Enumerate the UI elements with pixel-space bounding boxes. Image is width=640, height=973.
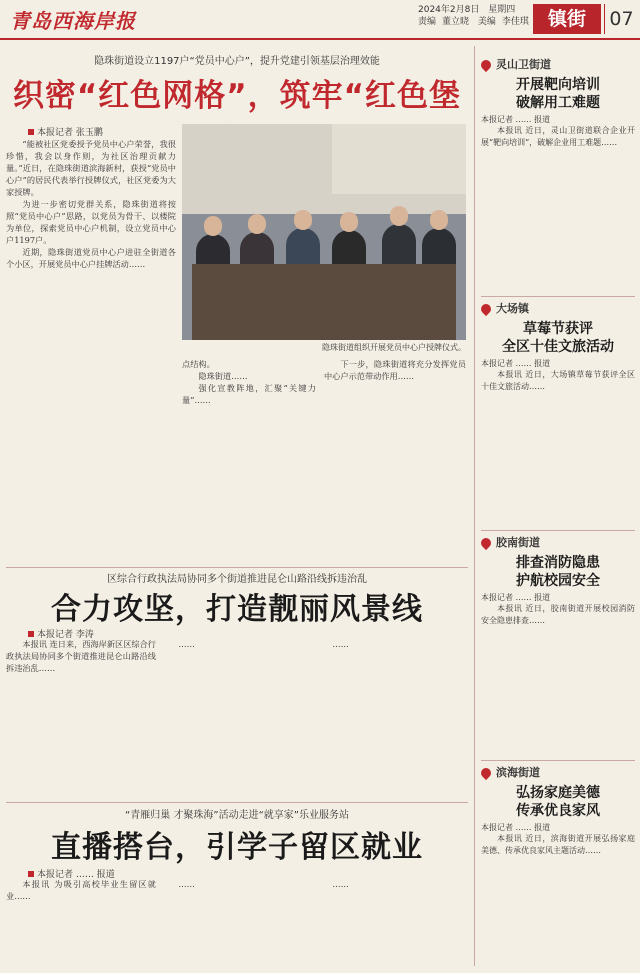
- brief-location-text: 大场镇: [496, 302, 529, 315]
- photo-head: [430, 210, 448, 230]
- article-photo: [182, 124, 466, 340]
- location-pin-icon: [479, 302, 493, 316]
- article-column-1: [6, 638, 156, 794]
- article-column-2: [182, 358, 316, 564]
- brief-body: 本报讯 近日，大场镇草莓节获评全区十佳文旅活动……: [481, 370, 635, 391]
- photo-table: [192, 264, 456, 340]
- paragraph: 近期，隐珠街道党员中心户进驻全街道各个小区，开展党员中心户挂牌活动……: [6, 247, 176, 269]
- article-column-1: [6, 138, 176, 558]
- paragraph: ……: [178, 639, 195, 649]
- article-column-3: [324, 358, 466, 564]
- brief-body: 本报讯 近日，胶南街道开展校园消防安全隐患排查……: [481, 604, 635, 625]
- paragraph: 本报讯 为吸引高校毕业生留区就业……: [6, 879, 156, 901]
- byline-square-icon: [28, 631, 34, 637]
- brief-body: 本报讯 近日，滨海街道开展弘扬家庭美德、传承优良家风主题活动……: [481, 834, 635, 855]
- brief-divider: [481, 760, 635, 761]
- byline-square-icon: [28, 871, 34, 877]
- article-column-3: [316, 878, 466, 964]
- byline-text: 本报记者 李涛: [37, 630, 94, 640]
- paragraph: 强化宣教阵地，汇聚“关键力量”……: [182, 383, 316, 405]
- brief-location-text: 滨海街道: [496, 766, 540, 779]
- paragraph: 点结构。: [182, 359, 215, 369]
- brief-divider: [481, 296, 635, 297]
- newspaper-logo: 青岛西海岸报: [10, 9, 136, 33]
- brief-location: [481, 764, 635, 780]
- article-column-2: [162, 638, 310, 794]
- article-demolition: [6, 570, 468, 796]
- article-column-1: [6, 878, 156, 964]
- masthead: [0, 0, 640, 40]
- page-number: 07: [604, 4, 638, 34]
- article-headline: 织密“红色网格”，筑牢“红色堡: [12, 78, 462, 114]
- paragraph: ……: [332, 879, 349, 889]
- brief-lingshanwei: [481, 56, 635, 292]
- article-kicker: 隐珠街道设立1197户“党员中心户”，提升党建引领基层治理效能: [94, 56, 380, 67]
- article-column-2: [162, 878, 310, 964]
- article-red-grid: [6, 46, 468, 566]
- masthead-info: [418, 4, 535, 28]
- brief-location: [481, 56, 635, 72]
- art-label: 美编: [477, 17, 496, 27]
- article-kicker: 区综合行政执法局协同多个街道推进昆仑山路沿线拆违治乱: [107, 574, 367, 585]
- paragraph: ……: [332, 639, 349, 649]
- brief-byline: 本报记者 …… 报道: [481, 593, 551, 602]
- editor-label: 责编: [418, 17, 437, 27]
- location-pin-icon: [479, 58, 493, 72]
- article-column-3: [316, 638, 466, 794]
- brief-title: 弘扬家庭美德 传承优良家风: [516, 785, 600, 819]
- brief-location: [481, 534, 635, 550]
- issue-weekday: 星期四: [488, 5, 516, 15]
- location-pin-icon: [479, 536, 493, 550]
- article-headline: 合力攻坚，打造靓丽风景线: [51, 592, 423, 627]
- brief-location-text: 胶南街道: [496, 536, 540, 549]
- photo-head: [248, 214, 266, 234]
- paragraph: 隐珠街道……: [198, 371, 248, 381]
- photo-head: [294, 210, 312, 230]
- brief-divider: [481, 530, 635, 531]
- byline-square-icon: [28, 129, 34, 135]
- paragraph: 为进一步密切党群关系，隐珠街道将按照“党员中心户”思路，以党员为骨干、以楼院为单位，探索党员中心户机制，设立党员中心户1197户。: [6, 199, 176, 245]
- editor-name: 董立晓: [442, 17, 470, 27]
- photo-head: [340, 212, 358, 232]
- sidebar-briefs: [474, 46, 634, 966]
- main-content: [6, 46, 468, 966]
- paragraph: 下一步，隐珠街道将充分发挥党员中心户示范带动作用……: [324, 359, 466, 381]
- photo-wall-right: [332, 124, 466, 194]
- photo-caption: 隐珠街道组织开展党员中心户授牌仪式。: [322, 343, 466, 352]
- brief-byline: 本报记者 …… 报道: [481, 115, 551, 124]
- brief-byline: 本报记者 …… 报道: [481, 823, 551, 832]
- byline-text: 本报记者 张玉鹏: [37, 128, 103, 138]
- photo-head: [204, 216, 222, 236]
- photo-head: [390, 206, 408, 226]
- brief-title: 排查消防隐患 护航校园安全: [516, 555, 600, 589]
- brief-title: 草莓节获评 全区十佳文旅活动: [502, 321, 614, 355]
- article-employment: [6, 806, 468, 966]
- brief-title: 开展靶向培训 破解用工难题: [516, 77, 600, 111]
- art-name: 李佳琪: [501, 17, 529, 27]
- brief-dachang: [481, 300, 635, 526]
- paragraph: 本报讯 连日来，西海岸新区区综合行政执法局协同多个街道推进昆仑山路沿线拆违治乱……: [6, 639, 156, 673]
- brief-location: [481, 300, 635, 316]
- brief-binhai: [481, 764, 635, 964]
- article-kicker: “青雁归巢 才聚珠海”活动走进“就享家”乐业服务站: [125, 810, 349, 821]
- section-label: 镇街: [533, 4, 601, 34]
- article-divider: [6, 567, 468, 568]
- brief-jiaonan: [481, 534, 635, 756]
- paragraph: “能被社区党委授予党员中心户荣誉，我很珍惜，我会以身作则，为社区治理贡献力量。”近日，在隐珠街道滨海新村，获授“党员中心户”的居民代表举行授牌仪式，社区党委为大家授牌。: [6, 139, 176, 197]
- article-byline: [28, 125, 103, 138]
- paragraph: ……: [178, 879, 195, 889]
- byline-text: 本报记者 …… 报道: [37, 870, 115, 880]
- brief-byline: 本报记者 …… 报道: [481, 359, 551, 368]
- brief-body: 本报讯 近日，灵山卫街道联合企业开展“靶向培训”，破解企业用工难题……: [481, 126, 635, 147]
- article-divider: [6, 802, 468, 803]
- issue-date: 2024年2月8日: [418, 5, 480, 15]
- brief-location-text: 灵山卫街道: [496, 58, 551, 71]
- location-pin-icon: [479, 766, 493, 780]
- article-headline: 直播搭台，引学子留区就业: [51, 830, 423, 865]
